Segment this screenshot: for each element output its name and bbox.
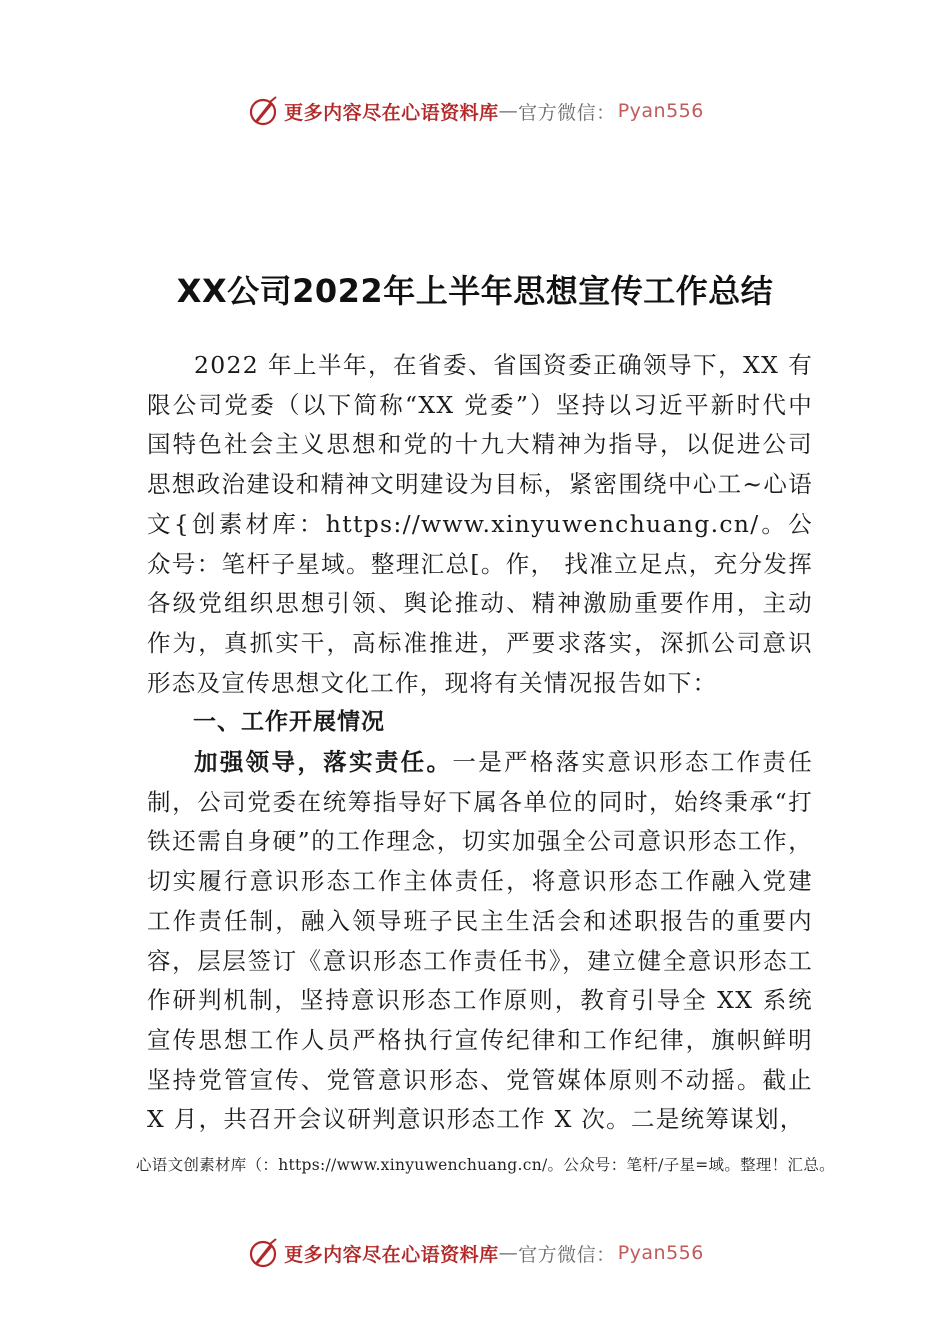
- footnote: 心语文创素材库（：https://www.xinyuwenchuang.cn/。公众号：笔杆/子星=域。整理！汇总。: [136, 1156, 835, 1174]
- banner-wechat-label: 官方微信：: [518, 101, 616, 124]
- banner-wechat-id: Pyan556: [617, 1242, 704, 1264]
- quill-pen-logo-icon: [246, 94, 280, 128]
- document-body: [147, 346, 813, 1140]
- paragraph-body-text: 一是严格落实意识形态工作责任制，公司党委在统筹指导好下属各单位的同时，始终秉承“打铁还需自身硬”的工作理念，切实加强全公司意识形态工作， 切实履行意识形态工作主体责任，将意识形态工作融入党建工作责任制，融入领导班子民主生活会和述职报告的重要内容，层层签订《意识形态工作责任书》，建立健全意识形态工作研判机制，坚持意识形态工作原则，教育引导全 XX 系统宣传思想工作人员严格执行宣传纪律和工作纪律，旗帜鲜明坚持党管宣传、党管意识形态、党管媒体原则不动摇。截止 X 月，共召开会议研判意识形态工作 X 次。二是统筹谋划，: [147, 748, 814, 1134]
- bottom-banner: [0, 1236, 950, 1270]
- banner-separator: —: [498, 1242, 519, 1264]
- banner-wechat-label: 官方微信：: [518, 1243, 616, 1266]
- document-title: XX公司2022年上半年思想宣传工作总结: [176, 272, 774, 310]
- paragraph-leadership: [147, 743, 813, 1140]
- paragraph-lead-text: 加强领导，落实责任。: [194, 748, 453, 777]
- banner-main-text: 更多内容尽在心语资料库: [284, 1243, 499, 1266]
- banner-wechat-id: Pyan556: [617, 100, 704, 122]
- section-heading: 一、工作开展情况: [193, 709, 385, 736]
- quill-pen-logo-icon: [246, 1236, 280, 1270]
- banner-separator: —: [498, 100, 519, 122]
- banner-main-text: 更多内容尽在心语资料库: [284, 101, 499, 124]
- paragraph-intro: 2022 年上半年，在省委、省国资委正确领导下，XX 有限公司党委（以下简称“XX 党委”）坚持以习近平新时代中国特色社会主义思想和党的十九大精神为指导，以促进公司思想政治建设和精神文明建设为目标，紧密围绕中心工~心语文{创素材库：https://www.xinyuwenchuang.cn/。公众号：笔杆子星域。整理汇总[。作， 找准立足点，充分发挥各级党组织思想引领、舆论推动、精神激励重要作用，主动作为，真抓实干，高标准推进，严要求落实，深抓公司意识形态及宣传思想文化工作，现将有关情况报告如下：: [147, 351, 813, 697]
- top-banner: [0, 94, 950, 128]
